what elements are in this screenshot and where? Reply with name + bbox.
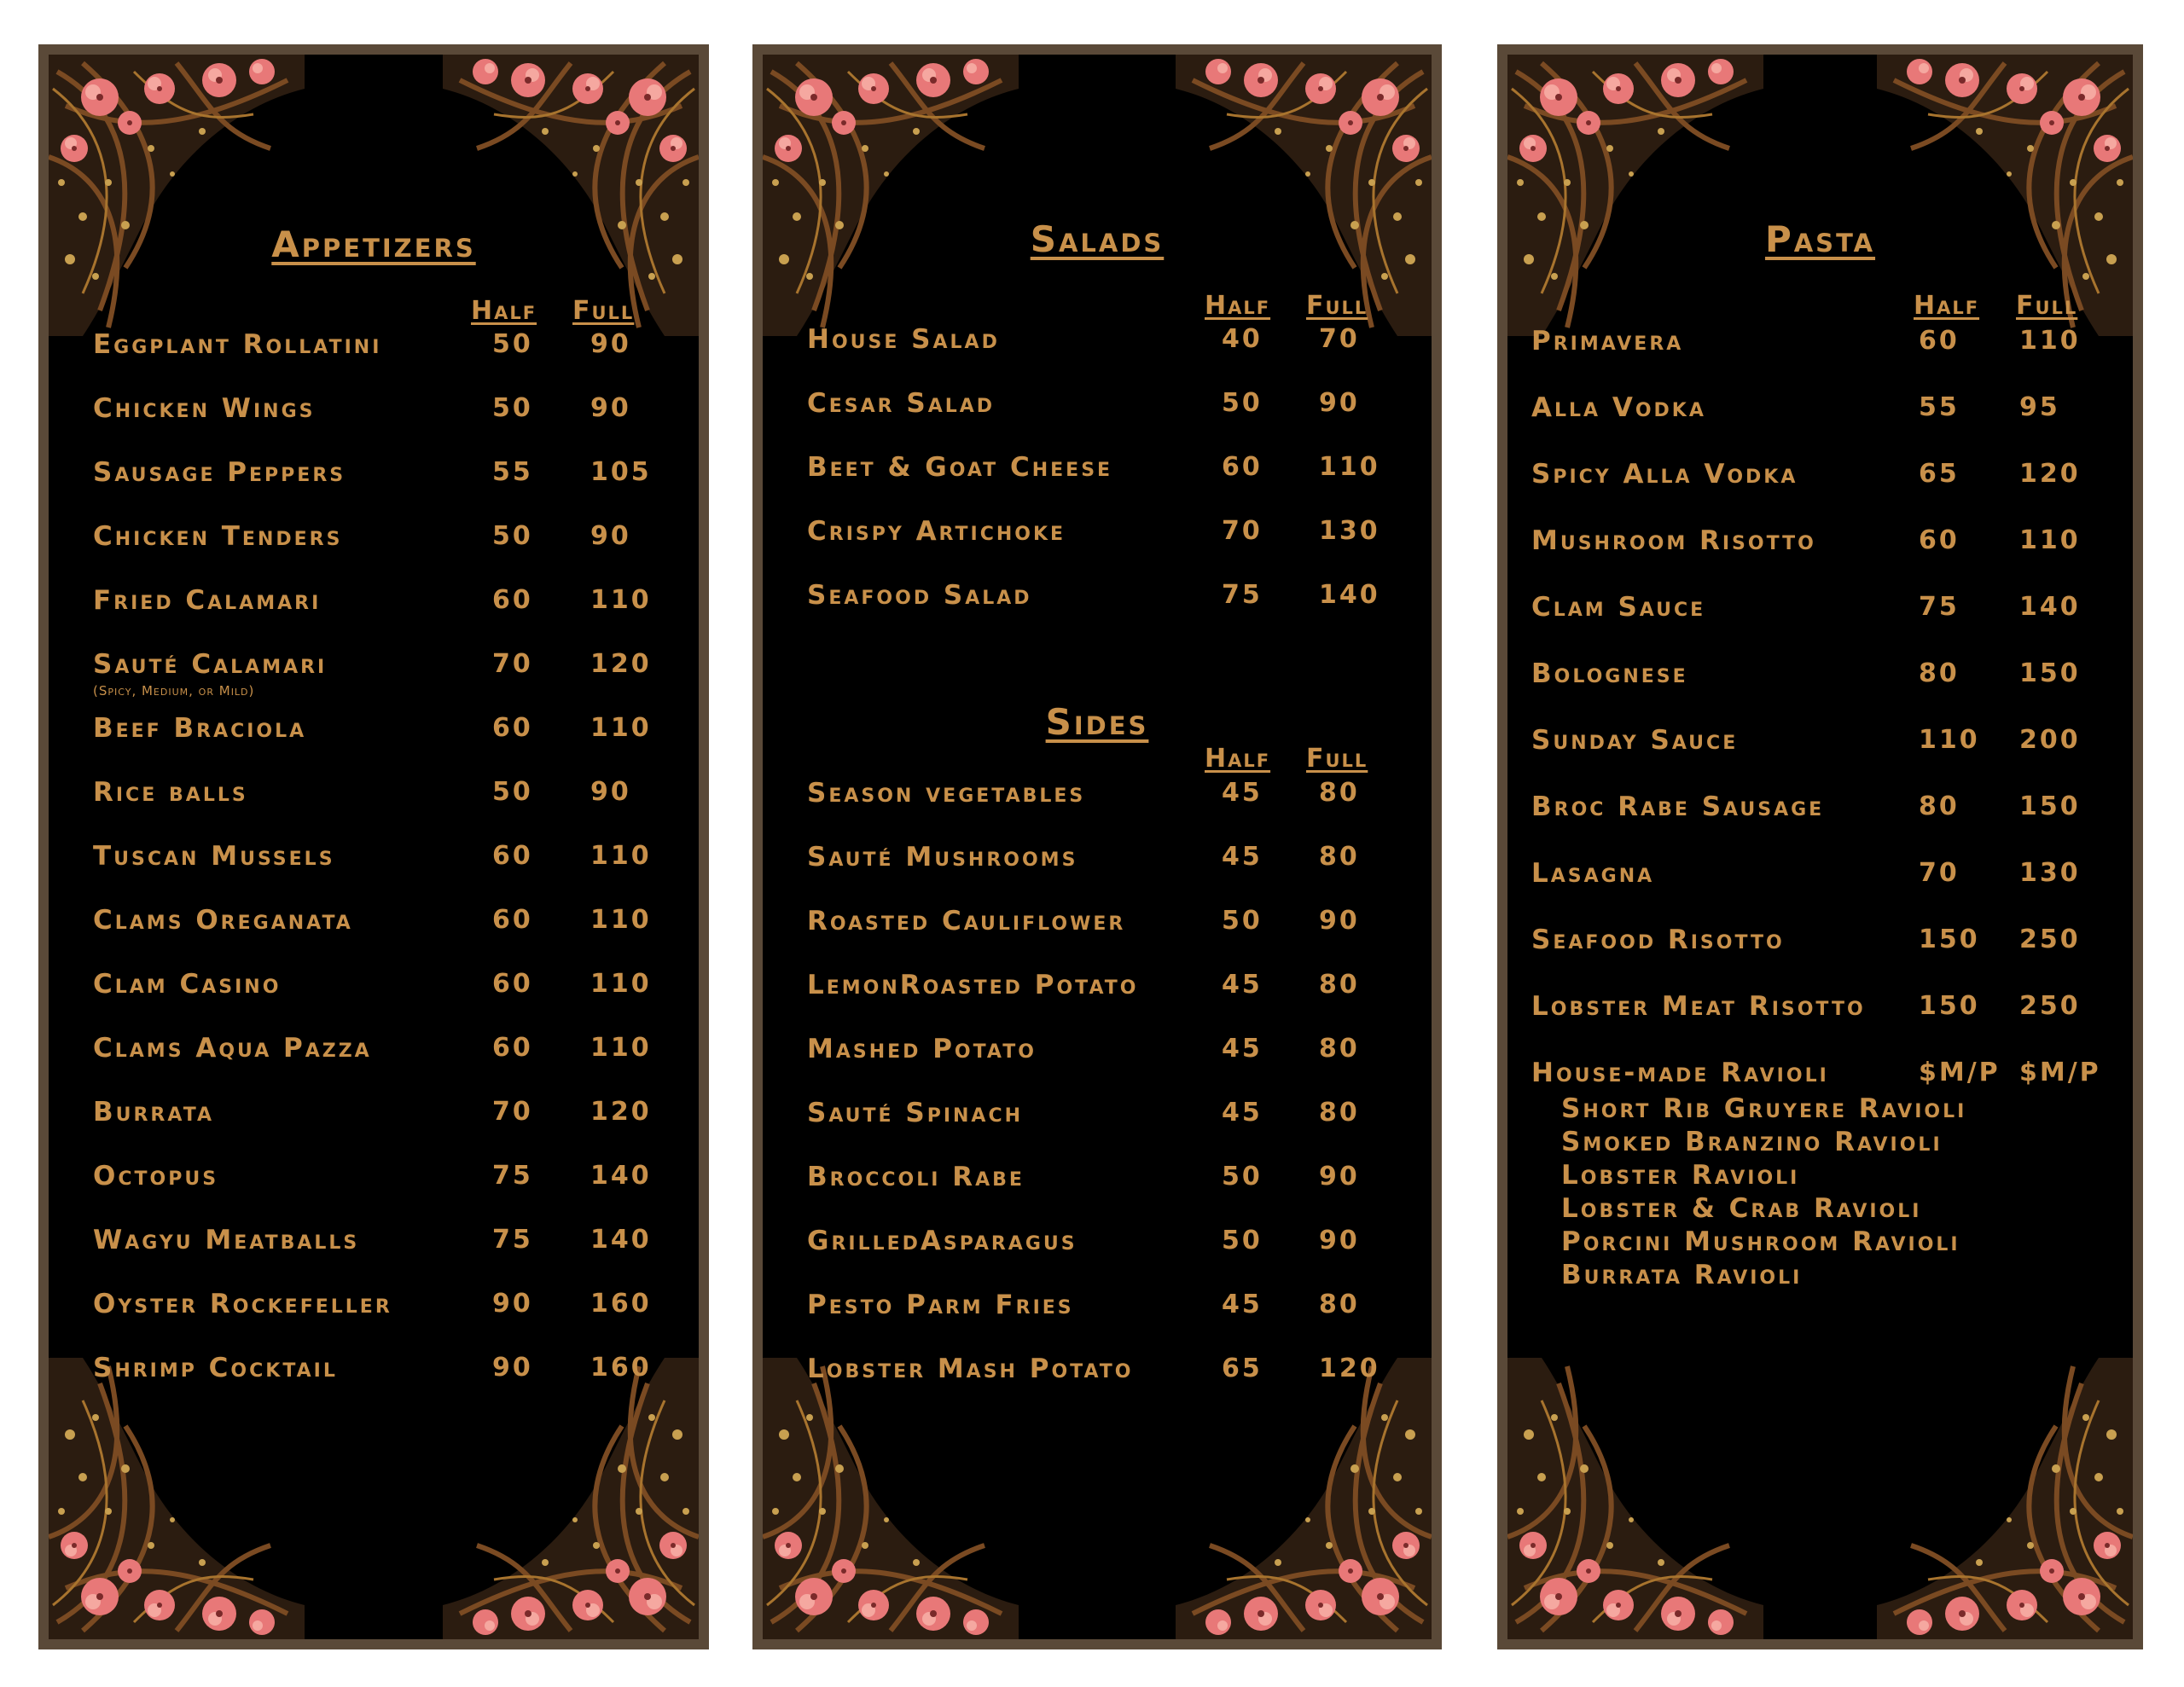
half-price: 50 [492,521,533,551]
full-price: 110 [2019,525,2081,555]
menu-item-name: Primavera [1531,326,1684,357]
full-price: 120 [590,649,652,679]
menu-item-name: Beet & Goat Cheese [807,452,1113,483]
half-price: 80 [1919,658,1960,688]
full-price: 110 [590,969,652,999]
menu-item-name: Shrimp Cocktail [93,1353,338,1383]
full-price: 90 [590,329,631,359]
ravioli-variety: Burrata Ravioli [1561,1260,1803,1290]
menu-item-name: Lobster Mash Potato [807,1354,1134,1384]
full-price: 90 [590,521,631,551]
half-price: 70 [492,1097,533,1127]
full-price: 130 [1319,516,1380,546]
full-price: 80 [1319,1034,1360,1064]
floral-ornament-icon [1507,1358,1763,1639]
menu-item-name: Fried Calamari [93,585,322,616]
floral-ornament-icon [49,55,305,336]
menu-item-name: House Salad [807,324,1000,355]
full-price: 80 [1319,1290,1360,1319]
full-header: Full [572,296,635,326]
ravioli-variety: Porcini Mushroom Ravioli [1561,1226,1960,1257]
menu-item-name: Chicken Wings [93,393,316,424]
menu-item-name: Sunday Sauce [1531,725,1739,756]
menu-item-name: Wagyu Meatballs [93,1225,360,1255]
full-price: $M/P [2019,1058,2101,1087]
menu-item-name: Lasagna [1531,858,1655,889]
half-price: 65 [1919,459,1960,489]
menu-item-name: Seafood Risotto [1531,925,1785,955]
half-price: 90 [492,1289,533,1319]
salads-sides-panel [752,44,1442,1649]
half-price: 60 [492,1033,533,1063]
half-header: Half [1914,291,1980,321]
full-price: 90 [1319,1226,1360,1255]
menu-item-name: Mushroom Risotto [1531,525,1816,556]
half-price: 75 [492,1225,533,1255]
half-header: Half [1205,291,1271,321]
full-price: 80 [1319,970,1360,1000]
half-price: 50 [1222,388,1263,418]
menu-item-name: Clams Oreganata [93,905,353,936]
half-price: 60 [1919,525,1960,555]
menu-item-name: Rice balls [93,777,248,808]
half-price: 60 [1222,452,1263,482]
menu-item-name: Spicy Alla Vodka [1531,459,1798,490]
menu-item-name: Clam Sauce [1531,592,1706,623]
half-price: 50 [492,329,533,359]
full-price: 110 [590,1033,652,1063]
half-price: 60 [492,969,533,999]
menu-item-name: Oyster Rockefeller [93,1289,392,1319]
half-price: 75 [492,1161,533,1191]
floral-ornament-icon [1176,1358,1432,1639]
item-note: (Spicy, Medium, or Mild) [93,683,255,699]
half-price: 45 [1222,1290,1263,1319]
floral-ornament-icon [763,55,1019,336]
menu-item-name: Pesto Parm Fries [807,1290,1074,1320]
full-price: 110 [590,585,652,615]
full-price: 90 [590,777,631,807]
menu-item-name: Chicken Tenders [93,521,343,552]
full-price: 70 [1319,324,1360,354]
half-price: 150 [1919,925,1980,954]
full-header: Full [1306,744,1368,774]
menu-item-name: Sausage Peppers [93,457,346,488]
half-price: 70 [492,649,533,679]
menu-item-name: Mashed Potato [807,1034,1037,1064]
menu-item-name: Eggplant Rollatini [93,329,382,360]
full-price: 110 [1319,452,1380,482]
half-price: 60 [492,905,533,935]
half-price: $M/P [1919,1058,2001,1087]
menu-item-name: Sauté Spinach [807,1098,1024,1128]
full-price: 150 [2019,658,2081,688]
menu-item-name: Clams Aqua Pazza [93,1033,372,1064]
full-price: 80 [1319,778,1360,808]
full-price: 90 [1319,388,1360,418]
menu-item-name: Season vegetables [807,778,1086,809]
half-price: 60 [492,585,533,615]
full-price: 90 [1319,906,1360,936]
full-price: 90 [590,393,631,423]
half-price: 65 [1222,1354,1263,1383]
appetizers-panel [38,44,709,1649]
full-price: 140 [1319,580,1380,610]
floral-ornament-icon [49,1358,305,1639]
half-price: 55 [1919,392,1960,422]
full-price: 80 [1319,842,1360,872]
menu-item-name: Clam Casino [93,969,282,1000]
full-price: 130 [2019,858,2081,888]
half-price: 45 [1222,842,1263,872]
menu-item-name: Beef Braciola [93,713,307,744]
half-price: 50 [492,393,533,423]
half-price: 150 [1919,991,1980,1021]
menu-item-name: Tuscan Mussels [93,841,335,872]
full-price: 120 [590,1097,652,1127]
half-price: 55 [492,457,533,487]
full-price: 150 [2019,791,2081,821]
menu-item-name: Octopus [93,1161,219,1191]
full-price: 120 [1319,1354,1380,1383]
menu-item-name: Broc Rabe Sausage [1531,791,1825,822]
half-header: Half [471,296,537,326]
half-price: 45 [1222,1034,1263,1064]
half-price: 70 [1222,516,1263,546]
full-header: Full [1306,291,1368,321]
full-price: 105 [590,457,652,487]
full-price: 120 [2019,459,2081,489]
half-header: Half [1205,744,1271,774]
section-title: Appetizers [271,223,476,265]
menu-item-name: Bolognese [1531,658,1688,689]
menu-item-name: Broccoli Rabe [807,1162,1025,1192]
half-price: 80 [1919,791,1960,821]
full-price: 160 [590,1353,652,1383]
half-price: 50 [492,777,533,807]
menu-item-name: House-made Ravioli [1531,1058,1829,1088]
full-price: 140 [590,1161,652,1191]
half-price: 70 [1919,858,1960,888]
half-price: 60 [492,713,533,743]
menu-item-name: LemonRoasted Potato [807,970,1139,1000]
full-header: Full [2016,291,2078,321]
floral-ornament-icon [443,55,699,336]
menu-item-name: Crispy Artichoke [807,516,1066,547]
half-price: 50 [1222,1162,1263,1191]
ravioli-variety: Lobster & Crab Ravioli [1561,1193,1922,1224]
section-title: Sides [1045,701,1149,743]
floral-ornament-icon [763,1358,1019,1639]
half-price: 50 [1222,1226,1263,1255]
full-price: 250 [2019,925,2081,954]
half-price: 75 [1222,580,1263,610]
half-price: 75 [1919,592,1960,622]
full-price: 140 [2019,592,2081,622]
full-price: 95 [2019,392,2060,422]
floral-ornament-icon [1877,1358,2133,1639]
menu-item-name: GrilledAsparagus [807,1226,1077,1256]
menu-item-name: Seafood Salad [807,580,1032,611]
full-price: 250 [2019,991,2081,1021]
full-price: 90 [1319,1162,1360,1191]
half-price: 45 [1222,778,1263,808]
floral-ornament-icon [443,1358,699,1639]
ravioli-variety: Short Rib Gruyere Ravioli [1561,1093,1967,1124]
menu-item-name: Sauté Mushrooms [807,842,1078,872]
half-price: 110 [1919,725,1980,755]
full-price: 110 [2019,326,2081,356]
ravioli-variety: Lobster Ravioli [1561,1160,1800,1191]
pasta-panel [1497,44,2143,1649]
half-price: 45 [1222,1098,1263,1128]
menu-item-name: Roasted Cauliflower [807,906,1126,936]
half-price: 50 [1222,906,1263,936]
full-price: 110 [590,841,652,871]
full-price: 110 [590,905,652,935]
full-price: 110 [590,713,652,743]
section-title: Salads [1030,218,1165,260]
half-price: 60 [492,841,533,871]
menu-item-name: Lobster Meat Risotto [1531,991,1866,1022]
menu-item-name: Sauté Calamari [93,649,328,680]
half-price: 60 [1919,326,1960,356]
full-price: 80 [1319,1098,1360,1128]
ravioli-variety: Smoked Branzino Ravioli [1561,1127,1943,1157]
half-price: 40 [1222,324,1263,354]
half-price: 90 [492,1353,533,1383]
full-price: 160 [590,1289,652,1319]
menu-item-name: Burrata [93,1097,215,1128]
full-price: 200 [2019,725,2081,755]
section-title: Pasta [1764,218,1876,260]
half-price: 45 [1222,970,1263,1000]
full-price: 140 [590,1225,652,1255]
menu-item-name: Alla Vodka [1531,392,1706,423]
menu-item-name: Cesar Salad [807,388,996,419]
floral-ornament-icon [1507,55,1763,336]
